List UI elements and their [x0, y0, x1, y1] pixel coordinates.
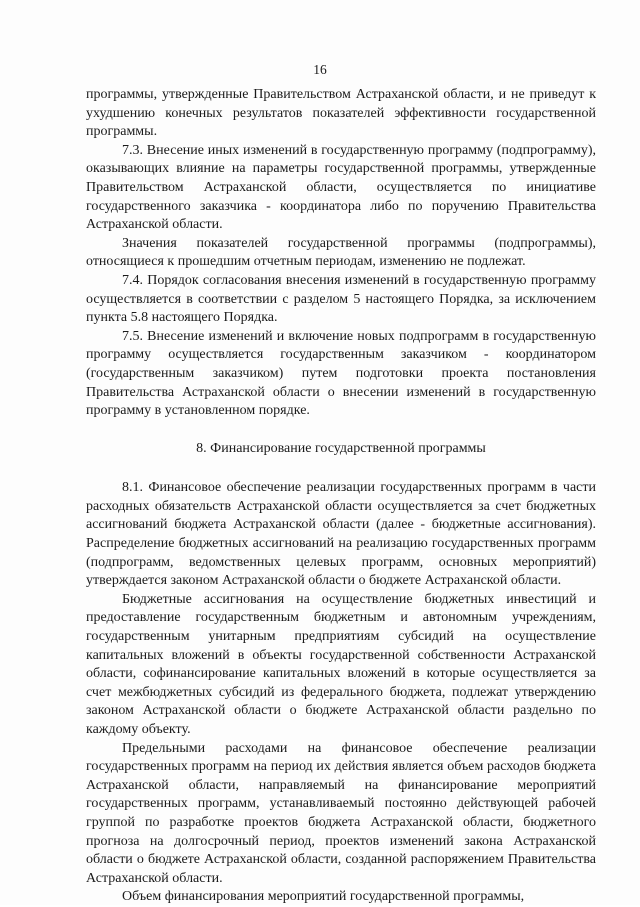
paragraph: Объем финансирования мероприятий государственной программы,	[122, 889, 525, 905]
paragraph: 7.4. Порядок согласования внесения изменений в государственную программу осуществляется в соответствии с разделом 5 настоящего Порядка, за исключением пункта 5.8 настоящего Порядка.	[86, 272, 596, 326]
paragraph: 7.5. Внесение изменений и включение новых подпрограмм в государственную программу осуществляется государственным заказчиком - координатором (государственным заказчиком) путем подготовки проекта постановления Правительства Астраханской области о внесении изменений в государственную программу в установленном порядке.	[86, 328, 596, 419]
paragraph: программы, утвержденные Правительством Астраханской области, и не приведут к ухудшению конечных результатов показателей эффективности государственной программы.	[86, 87, 596, 140]
paragraph: Значения показателей государственной программы (подпрограммы), относящиеся к прошедшим отчетным периодам, изменению не подлежат.	[86, 235, 596, 270]
page-number: 16	[313, 62, 327, 77]
document-body	[86, 86, 596, 907]
section-heading: 8. Финансирование государственной программы	[196, 440, 486, 456]
paragraph: 8.1. Финансовое обеспечение реализации государственных программ в части расходных обязательств Астраханской области осуществляется за счет бюджетных ассигнований бюджета Астраханской области (далее - бюджетные ассигнования). Распределение бюджетных ассигнований на реализацию государственных программ (подпрограмм, ведомственных целевых программ, основных мероприятий) утверждается законом Астраханской области о бюджете Астраханской области.	[86, 480, 596, 589]
paragraph: Бюджетные ассигнования на осуществление бюджетных инвестиций и предоставление государственным бюджетным и автономным учреждениям, государственным унитарным предприятиям субсидий на осуществление капитальных вложений в объекты государственной собственности Астраханской области, софинансирование капитальных вложений в которые осуществляется за счет межбюджетных субсидий из федерального бюджета, подлежат утверждению законом Астраханской области о бюджете Астраханской области раздельно по каждому объекту.	[86, 591, 596, 737]
paragraph: Предельными расходами на финансовое обеспечение реализации государственных программ на период их действия является объем расходов бюджета Астраханской области, направляемый на финансирование мероприятий государственных программ, устанавливаемый постоянно действующей рабочей группой по разработке проектов бюджета Астраханской области, бюджетного прогноза на долгосрочный период, проектов изменений закона Астраханской области о бюджете Астраханской области, созданной распоряжением Правительства Астраханской области.	[86, 740, 596, 886]
paragraph: 7.3. Внесение иных изменений в государственную программу (подпрограмму), оказывающих влияние на параметры государственной программы, утвержденные Правительством Астраханской области, осуществляется по инициативе государственного заказчика - координатора либо по поручению Правительства Астраханской области.	[86, 142, 596, 233]
